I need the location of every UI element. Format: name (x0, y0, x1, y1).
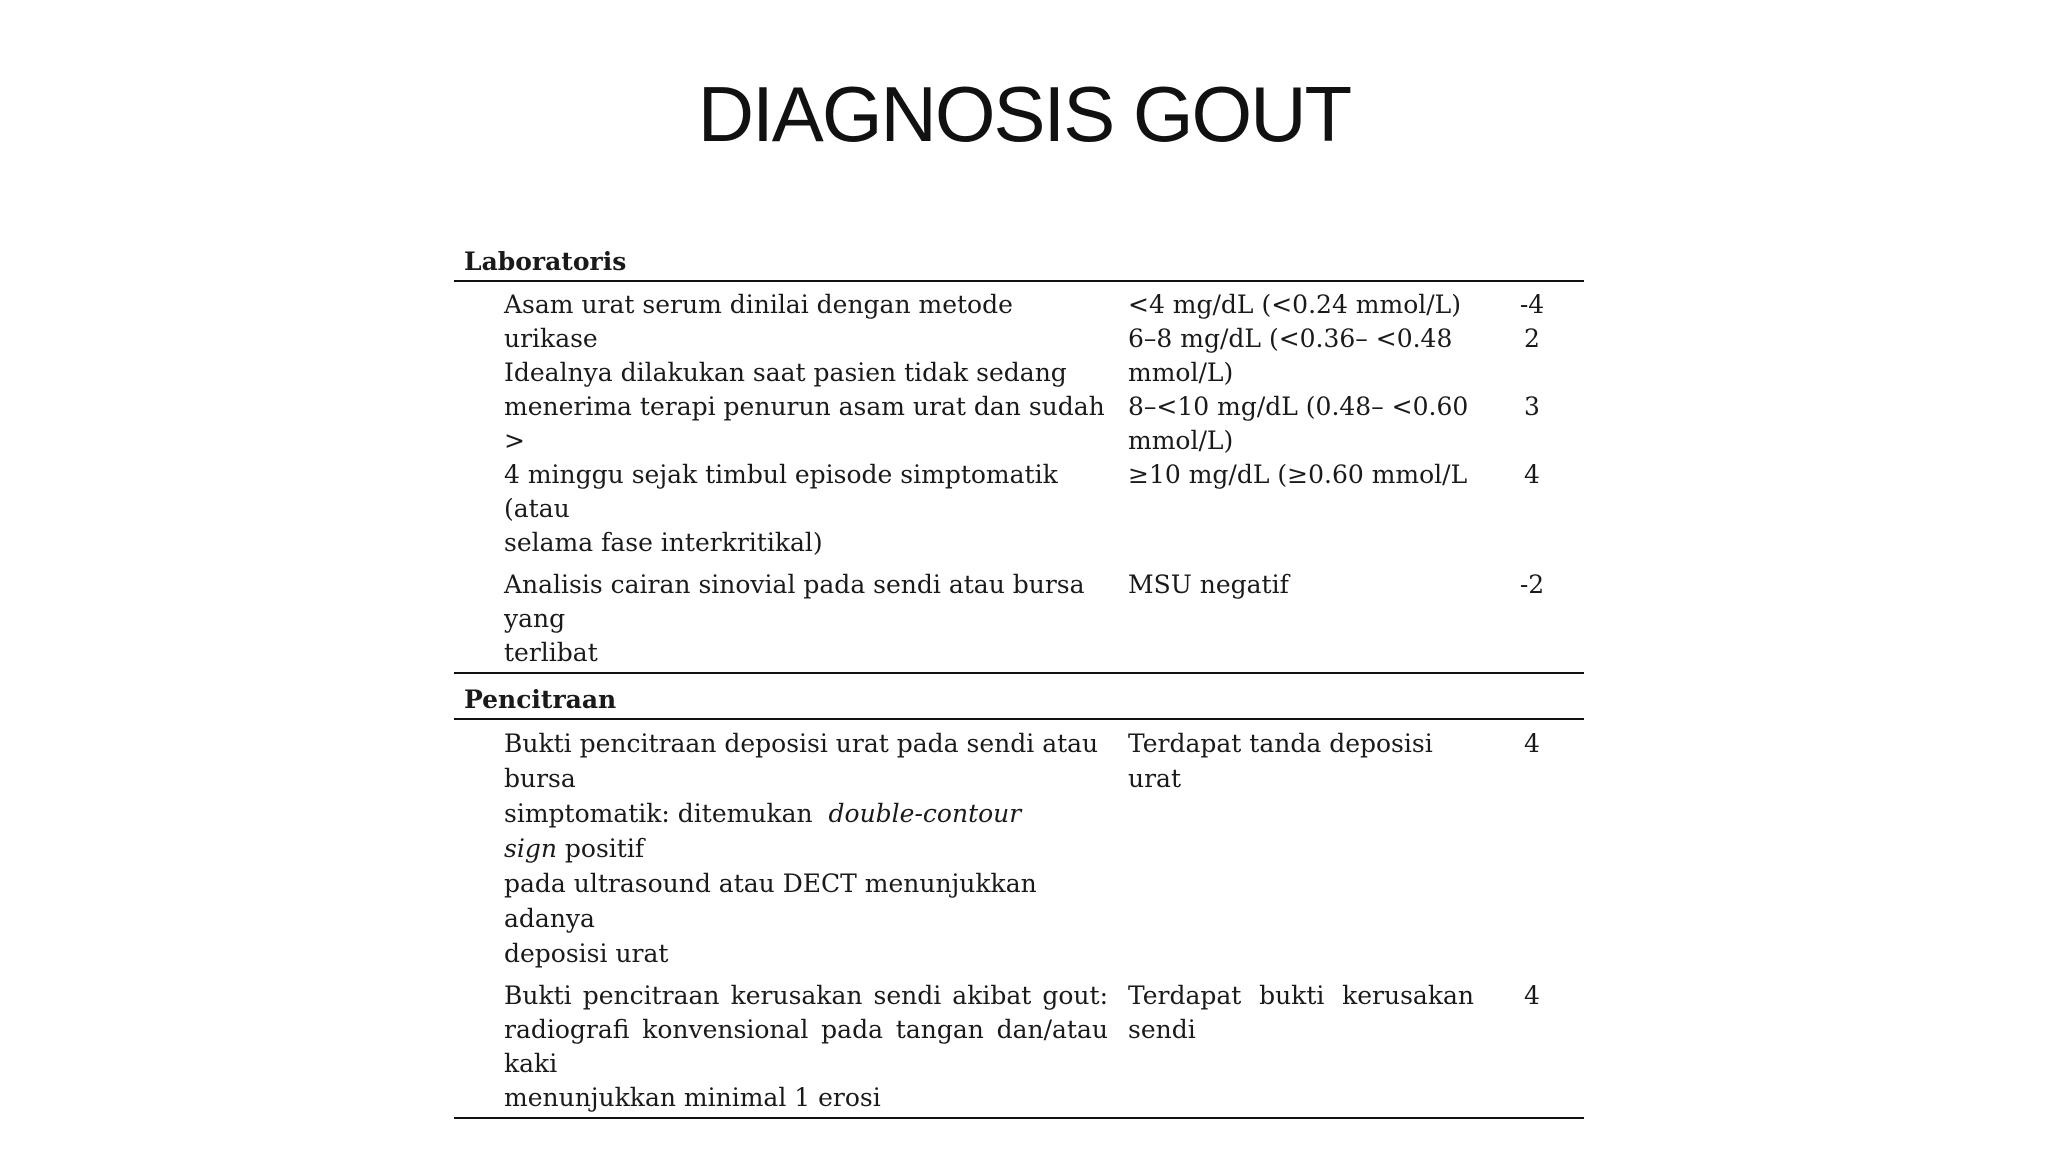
score-value: 4 (1524, 460, 1540, 489)
criterion-line: pada ultrasound atau DECT menunjukkan adanya (504, 869, 1037, 933)
category-line: ≥10 mg/dL (≥0.60 mmol/L (1128, 460, 1468, 489)
score-value: -4 (1519, 290, 1545, 319)
criterion-line: menerima terapi penurun asam urat dan sudah > (504, 392, 1105, 455)
score-value: -2 (1519, 570, 1545, 599)
category-cell (1108, 390, 1480, 458)
criterion-cell (454, 726, 1108, 971)
category-row (1108, 568, 1584, 602)
score-value: 2 (1524, 324, 1540, 353)
score-cell (1480, 458, 1584, 492)
score-cell (1480, 288, 1584, 322)
category-line: 6–8 mg/dL (<0.36– <0.48 (1128, 324, 1453, 353)
criteria-table (454, 236, 1584, 1119)
section-header-pencitraan: Pencitraan (464, 685, 617, 714)
section-body-laboratoris (454, 282, 1584, 670)
criterion-line (504, 796, 1108, 866)
category-cell (1108, 979, 1480, 1047)
table-rule (454, 1117, 1584, 1119)
category-line: MSU negatif (1128, 570, 1289, 599)
category-cell (1108, 458, 1480, 492)
criterion-line: deposisi urat (504, 939, 669, 968)
criterion-line: terlibat (504, 638, 598, 667)
category-row (1108, 288, 1584, 322)
criterion-line: Idealnya dilakukan saat pasien tidak sedang (504, 358, 1067, 387)
criterion-text: positif (564, 834, 645, 863)
category-score-group (1108, 288, 1584, 492)
criterion-emphasis: double-contour sign (504, 799, 1022, 863)
criterion-line: selama fase interkritikal) (504, 528, 823, 557)
category-line: 8–<10 mg/dL (0.48– <0.60 (1128, 392, 1469, 421)
category-row (1108, 726, 1584, 796)
section-body-pencitraan (454, 720, 1584, 1115)
criterion-cell (454, 288, 1108, 560)
table-row (454, 979, 1584, 1115)
criterion-cell (454, 979, 1108, 1115)
score-cell (1480, 568, 1584, 602)
category-cell (1108, 568, 1480, 602)
score-cell (1480, 726, 1584, 761)
score-cell (1480, 322, 1584, 356)
category-line: mmol/L) (1128, 426, 1234, 455)
category-line: Terdapat tanda deposisi urat (1128, 729, 1433, 793)
score-value: 4 (1524, 729, 1540, 758)
criterion-line: Bukti pencitraan kerusakan sendi akibat gout: (504, 981, 1108, 1010)
category-row (1108, 322, 1584, 390)
score-value: 3 (1524, 392, 1540, 421)
category-cell (1108, 726, 1480, 796)
criterion-text: simptomatik: ditemukan (504, 799, 813, 828)
score-cell (1480, 390, 1584, 424)
criterion-line: menunjukkan minimal 1 erosi (504, 1083, 881, 1112)
table-row (454, 568, 1584, 670)
criterion-line: radiografi konvensional pada tangan dan/atau kaki (504, 1015, 1108, 1078)
slide-title: DIAGNOSIS GOUT (697, 70, 1351, 158)
table-row (454, 726, 1584, 971)
table-row (454, 288, 1584, 560)
criterion-line: Asam urat serum dinilai dengan metode urikase (504, 290, 1013, 353)
category-row (1108, 390, 1584, 458)
category-row (1108, 979, 1584, 1047)
section-header-laboratoris: Laboratoris (464, 247, 627, 276)
category-cell (1108, 288, 1480, 322)
category-line: <4 mg/dL (<0.24 mmol/L) (1128, 290, 1462, 319)
category-row (1108, 458, 1584, 492)
criterion-line: 4 minggu sejak timbul episode simptomatik (atau (504, 460, 1058, 523)
criterion-line: Analisis cairan sinovial pada sendi atau bursa yang (504, 570, 1085, 633)
category-line: mmol/L) (1128, 358, 1234, 387)
criterion-cell (454, 568, 1108, 670)
category-line: sendi (1128, 1015, 1196, 1044)
criterion-line: Bukti pencitraan deposisi urat pada sendi atau bursa (504, 729, 1099, 793)
score-cell (1480, 979, 1584, 1013)
category-line: Terdapat bukti kerusakan (1128, 981, 1474, 1010)
score-value: 4 (1524, 981, 1540, 1010)
category-cell (1108, 322, 1480, 390)
